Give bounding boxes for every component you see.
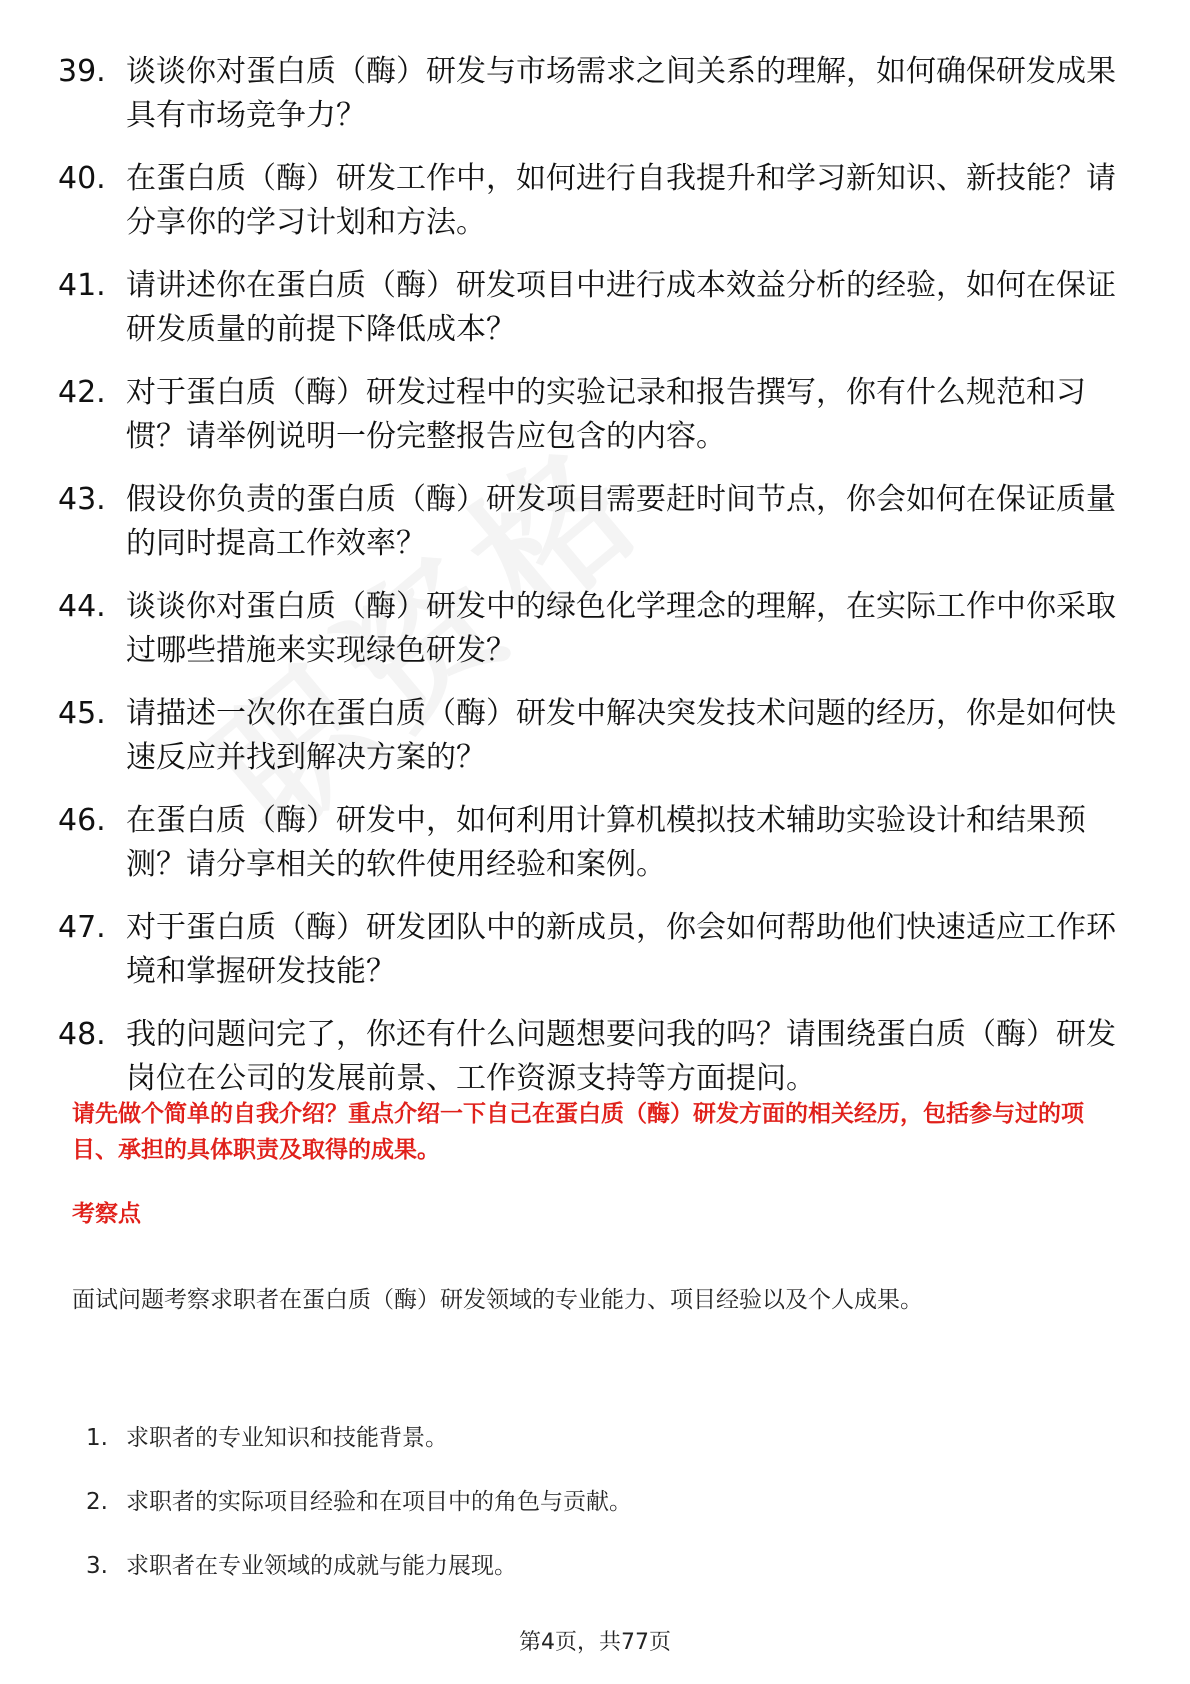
question-text: 对于蛋白质（酶）研发过程中的实验记录和报告撰写，你有什么规范和习惯？请举例说明一份完整报告应包含的内容。	[126, 375, 1086, 454]
list-item-text: 求职者的实际项目经验和在项目中的角色与贡献。	[126, 1489, 632, 1515]
section-body: 面试问题考察求职者在蛋白质（酶）研发领域的专业能力、项目经验以及个人成果。	[72, 1287, 923, 1313]
list-item-text: 求职者在专业领域的成就与能力展现。	[126, 1553, 517, 1579]
question-number: 46.	[58, 803, 106, 838]
question-number: 43.	[58, 482, 106, 517]
question-item	[0, 264, 1190, 371]
list-item	[0, 1550, 1190, 1614]
question-text: 请讲述你在蛋白质（酶）研发项目中进行成本效益分析的经验，如何在保证研发质量的前提下降低成本？	[126, 268, 1116, 347]
list-item	[0, 1422, 1190, 1486]
section-label: 考察点	[72, 1201, 141, 1227]
question-item	[0, 585, 1190, 692]
question-text: 谈谈你对蛋白质（酶）研发中的绿色化学理念的理解，在实际工作中你采取过哪些措施来实现绿色研发？	[126, 589, 1116, 668]
question-item	[0, 371, 1190, 478]
evaluation-points-list	[0, 1422, 1190, 1614]
question-number: 44.	[58, 589, 106, 624]
highlight-question: 请先做个简单的自我介绍？重点介绍一下自己在蛋白质（酶）研发方面的相关经历，包括参与过的项目、承担的具体职责及取得的成果。	[72, 1101, 1084, 1163]
question-text: 在蛋白质（酶）研发中，如何利用计算机模拟技术辅助实验设计和结果预测？请分享相关的软件使用经验和案例。	[126, 803, 1086, 882]
list-item-number: 1.	[86, 1425, 108, 1451]
question-item	[0, 157, 1190, 264]
question-item	[0, 799, 1190, 906]
question-item	[0, 906, 1190, 1013]
question-text: 对于蛋白质（酶）研发团队中的新成员，你会如何帮助他们快速适应工作环境和掌握研发技能？	[126, 910, 1116, 989]
question-text: 假设你负责的蛋白质（酶）研发项目需要赶时间节点，你会如何在保证质量的同时提高工作效率？	[126, 482, 1116, 561]
question-list	[0, 50, 1190, 1120]
question-text: 我的问题问完了，你还有什么问题想要问我的吗？请围绕蛋白质（酶）研发岗位在公司的发展前景、工作资源支持等方面提问。	[126, 1017, 1116, 1096]
question-item	[0, 692, 1190, 799]
question-item	[0, 50, 1190, 157]
question-number: 40.	[58, 161, 106, 196]
question-item	[0, 478, 1190, 585]
question-number: 39.	[58, 54, 106, 89]
list-item-text: 求职者的专业知识和技能背景。	[126, 1425, 448, 1451]
question-text: 谈谈你对蛋白质（酶）研发与市场需求之间关系的理解，如何确保研发成果具有市场竞争力？	[126, 54, 1116, 133]
list-item-number: 2.	[86, 1489, 108, 1515]
question-number: 48.	[58, 1017, 106, 1052]
question-number: 42.	[58, 375, 106, 410]
page-footer: 第4页，共77页	[519, 1630, 671, 1655]
question-number: 41.	[58, 268, 106, 303]
list-item-number: 3.	[86, 1553, 108, 1579]
list-item	[0, 1486, 1190, 1550]
question-text: 请描述一次你在蛋白质（酶）研发中解决突发技术问题的经历，你是如何快速反应并找到解决方案的？	[126, 696, 1116, 775]
question-number: 47.	[58, 910, 106, 945]
question-number: 45.	[58, 696, 106, 731]
question-text: 在蛋白质（酶）研发工作中，如何进行自我提升和学习新知识、新技能？请分享你的学习计划和方法。	[126, 161, 1116, 240]
